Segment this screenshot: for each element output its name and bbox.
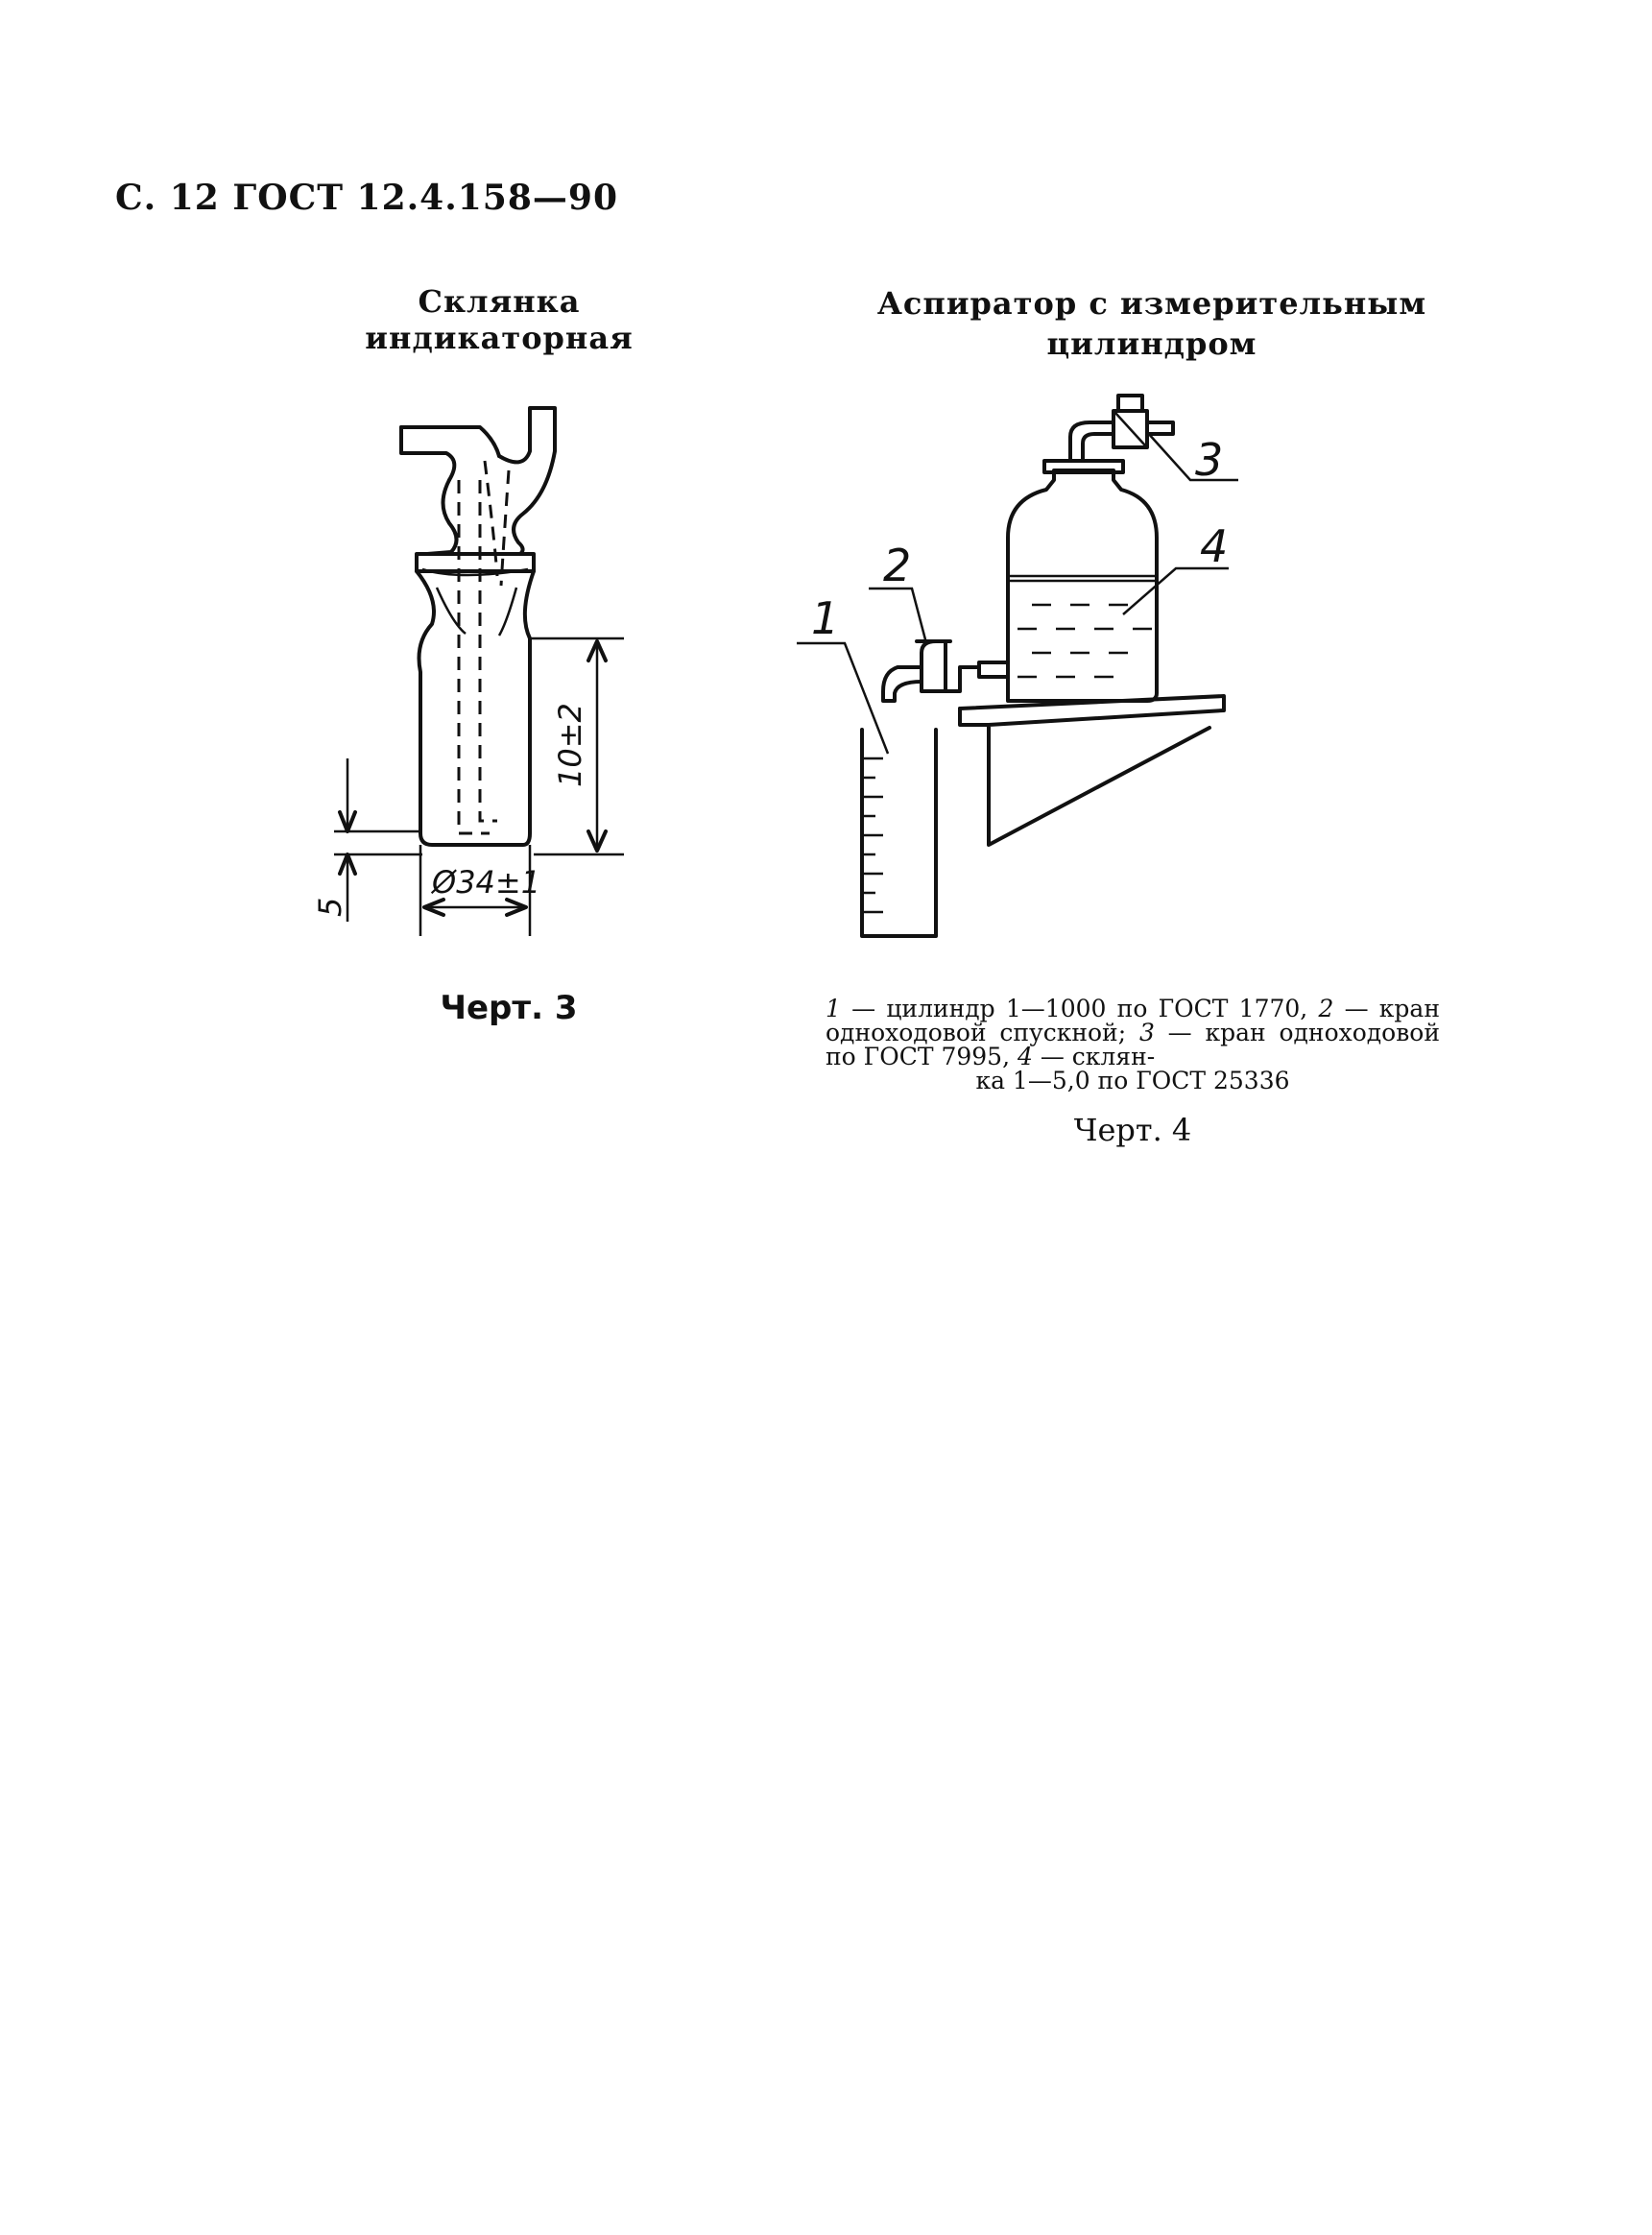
page-header: С. 12 ГОСТ 12.4.158—90	[115, 178, 618, 218]
figure-4-legend	[826, 997, 1440, 1093]
indicator-flask-drawing	[312, 408, 624, 936]
spout	[883, 667, 922, 701]
callout-2: 2	[883, 540, 912, 591]
figure-4-title-line1: Аспиратор с измерительным	[876, 285, 1427, 322]
inner-tube-right	[480, 480, 497, 821]
legend-text-5: ка 1—5,0 по ГОСТ 25336	[975, 1067, 1290, 1094]
callout-1: 1	[811, 592, 840, 644]
shelf-bracket	[960, 696, 1224, 845]
figure-3-caption: Черт. 3	[440, 989, 578, 1027]
legend-text-3: — кран одноходовой по ГОСТ 7995,	[826, 1019, 1441, 1070]
legend-text-2: — кран одноходовой спускной;	[826, 995, 1440, 1046]
dimension-diameter: Ø34±1	[432, 864, 541, 901]
dimension-height: 10±2	[552, 703, 588, 787]
bottle-stopper	[1044, 461, 1123, 472]
flask-collar	[417, 554, 534, 571]
stopper-left-outline	[427, 480, 457, 554]
side-outlet	[946, 667, 979, 691]
flask-body	[417, 571, 534, 845]
legend-text-4: — склян-	[1032, 1043, 1156, 1070]
cylinder-1	[862, 730, 936, 936]
figure-3-title: Склянка индикаторная	[365, 283, 634, 356]
legend-number-1: 1	[826, 995, 841, 1022]
dimension-gap: 5	[312, 897, 348, 917]
tap-2	[922, 641, 946, 691]
legend-text-1: — цилиндр 1—1000 по ГОСТ 1770,	[840, 995, 1319, 1022]
callout-3: 3	[1195, 434, 1224, 486]
legend-number-4: 4	[1017, 1043, 1033, 1070]
legend-number-2: 2	[1318, 995, 1334, 1022]
inner-tube-left	[459, 480, 490, 833]
outlet-tube	[401, 427, 454, 480]
top-tube	[1070, 422, 1113, 461]
legend-number-3: 3	[1138, 1019, 1155, 1046]
aspirator-drawing	[797, 396, 1238, 936]
figure-4-title-line2: цилиндром	[1046, 325, 1257, 362]
bottle-4	[1008, 470, 1157, 701]
callout-4: 4	[1200, 520, 1229, 572]
figure-4-caption: Черт. 4	[1073, 1112, 1192, 1148]
